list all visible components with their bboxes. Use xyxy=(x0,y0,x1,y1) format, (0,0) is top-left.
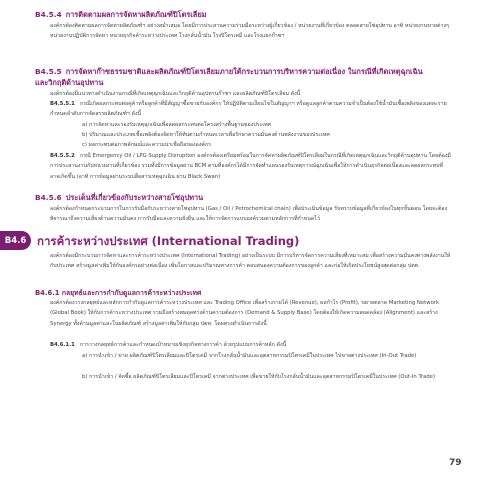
section-badge-b46: B4.6 xyxy=(0,231,31,250)
list-item: b) ปริมาณและประเภทเชื้อเพลิงต้องจัดหาให้ทันตามกำหนดเวลาเพื่อรักษาความมั่นคงด้านพลังงานของประเทศ xyxy=(82,132,330,138)
section-body-b461: องค์กรต้องวางกลยุทธ์และหลักการกำกับดูแลการค้าระหว่างประเทศ และ Trading Office เพื่อสร้างรายได้ (Revenue), ผลกำไร (Profit), ขยายตลาด Marketing Network (Global Book) ให้กับการค้าระหว่างประเทศ รวมถึงสร้างสมดุลทางด้านความต้องการ (Demand & Supply Base) โดยต้องให้เกิดความสอดคล้อง (Alignment) และสร้าง Synergy ทั้งด้านมูลค่าและในผลิตภัณฑ์ สร้างมูลค่าเพิ่มให้กับกลุ่ม ปตท. โดยตรงดำเนินการดังนี้ xyxy=(50,300,440,327)
section-body-b455: องค์กรต้องมีแนวทางดำเนินงานกรณีที่เกิดเหตุฉุกเฉินและวิกฤติด้านอุปทานก๊าซฯ และผลิตภัณฑ์ปิโตรเลียม ดังนี้ xyxy=(50,91,301,97)
section-title-b455-line2: และวิกฤติด้านอุปทาน xyxy=(35,78,104,87)
section-title-b455: B4.5.5 การจัดหาก๊าซธรรมชาติและผลิตภัณฑ์ปิโตรเลียมภายใต้กระบวนการบริหารความต่อเนื่อง ในกรณีที่เกิดเหตุฉุกเฉิน xyxy=(35,67,423,76)
section-title-b454: B4.5.4 การติดตามผลการจัดหาผลิตภัณฑ์ปิโตรเลียม xyxy=(35,10,207,19)
sub-item-b4611: B4.6.1.1 การวางกลยุทธ์การค้าและกำหนดเป้าหมายเชิงธุรกิจทางการค้า ด้วยรูปแบบการค้าหลัก ดังนี้ xyxy=(50,342,287,348)
section-title-b456: B4.5.6 ประเด็นที่เกี่ยวข้องกับระหว่างสายโซ่อุปทาน xyxy=(35,193,204,202)
section-body-b454: องค์กรต้องติดตามผลการจัดหาผลิตภัณฑ์ฯ อย่างสม่ำเสมอ โดยมีการประสานความร่วมมือระหว่างผู้เกี่ยวข้อง / หน่วยงานที่เกี่ยวข้อง ตลอดสายโซ่อุปทาน อาทิ หน่วยงานขายต่างๆ หน่วยงานปฏิบัติการจัดหา หน่วยธุรกิจค้าระหว่างประเทศ โรงกลั่นน้ำมัน โรงปิโตรเคมี และโรงแยกก๊าซฯ xyxy=(50,23,449,40)
section-title-b46: การค้าระหว่างประเทศ (International Trading) xyxy=(37,234,300,248)
list-item: b) การนำเข้า / จัดซื้อ ผลิตภัณฑ์ปิโตรเลียมและปิโตรเคมี จากต่างประเทศ เพื่อขายให้กับโรงกลั่นน้ำมันและอุตสาหกรรมปิโตรเคมีในประเทศ (Out-In Trade) xyxy=(82,374,436,380)
section-body-b456: องค์กรต้องกำหนดกระบวนการในการรับมือกับระหว่างสายโซ่อุปทาน (Gas / Oil / Petrochemical chain) เพื่อประเมินข้อมูล รับทราบข้อมูลที่เกี่ยวข้องในทุกขั้นตอน โดยจะต้องพิจารณาถึงความเสี่ยงด้านความมั่นคง การรับมือและความยั่งยืน และให้การจัดการแบบองค์รวมตามหลักการที่กำหนดไว้ xyxy=(50,206,448,223)
sub-item-b4551: B4.5.5.1 กรณีเกิดผลกระทบต่อคู่ค้าหรือลูกค้าที่มีสัญญาซื้อขายกับองค์กร ให้ปฏิบัติตามเงื่อนไขในสัญญาฯ หรือดูแลลูกค้าตามความจำเป็นต้องใช้น้ำมันเชื้อเพลิงของแต่ละราย กำหนดลำดับการจัดสรรผลิตภัณฑ์ฯ ดังนี้ xyxy=(50,101,447,118)
list-item: c) ผลกระทบต่อภาพลักษณ์และความน่าเชื่อถือขององค์กร xyxy=(82,142,212,148)
page-number: 79 xyxy=(449,458,462,468)
section-body-b46: องค์กรต้องมีกระบวนการจัดหาและการค้าระหว่างประเทศ (International Trading) อย่างเป็นระบบ มีการบริหารจัดการความเสี่ยงที่เหมาะสม เพื่อสร้างความมั่นคงทางพลังงานให้กับประเทศ สร้างมูลค่าเพิ่มให้กับองค์กรอย่างต่อเนื่อง เพิ่มโอกาสและปริมาณทางการค้า ตอบสนองความต้องการของลูกค้า และก่อให้เกิดประโยชน์สูงสุดต่อกลุ่ม ปตท. xyxy=(50,253,451,270)
section-title-b461: B4.6.1 กลยุทธ์และการกำกับดูแลการค้าระหว่างประเทศ xyxy=(35,289,202,297)
sub-item-b4552: B4.5.5.2 กรณี Emergency Oil / LPG Supply Disruption องค์กรต้องเตรียมพร้อมในการจัดหาผลิตภัณฑ์ปิโตรเลียมในกรณีที่เกิดเหตุฉุกเฉินและวิกฤติด้านอุปทาน โดยต้องมีการประสานงานกับหน่วยงานที่เกี่ยวข้อง รวมทั้งมีการข้อมูลผ่าน BCM ตามที่องค์กรได้มีการจัดทำแผนรองรับเหตุการณ์ฉุกเฉินเพื่อให้การดำเนินธุรกิจต่อเนื่องและลดผลกระทบที่อาจเกิดขึ้น (อาทิ การข้อมูลผ่านระบบสื่อสารเหตุฉุกเฉิน ผ่าน Black Swan) xyxy=(50,153,451,180)
list-item: a) การจัดหาและรองรับเหตุฉุกเฉินเพื่อลดผลกระทบต่อโครงสร้างพื้นฐานของประเทศ xyxy=(82,122,272,128)
list-item: a) การนำเข้า / ขาย ผลิตภัณฑ์ปิโตรเลียมและปิโตรเคมี จากโรงกลั่นน้ำมันและอุตสาหกรรมปิโตรเคมีในประเทศ ไปขายต่างประเทศ (In-Out Trade) xyxy=(82,353,417,359)
